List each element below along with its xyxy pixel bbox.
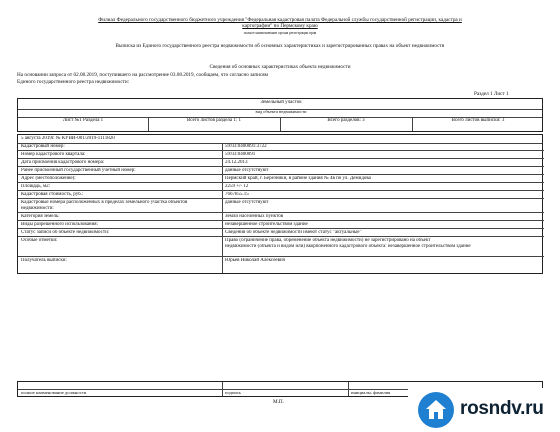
table-row — [18, 199, 544, 213]
field-value: данные отсутствуют — [225, 168, 269, 173]
sheet-number: Лист №1 Раздела 1 — [62, 118, 104, 123]
intro-line2: Единого государственного реестра недвижимости: — [17, 79, 130, 85]
table-row — [18, 229, 544, 237]
logo-text: rosndv.ru — [460, 398, 544, 419]
field-label: Площадь, м2: — [21, 184, 51, 189]
field-value: 59:03:0400091 — [225, 152, 256, 157]
data-table — [17, 134, 543, 274]
field-label: Категория земель: — [21, 214, 60, 219]
sections-total: Всего разделов: 3 — [327, 118, 365, 123]
field-value: данные отсутствуют — [225, 200, 269, 205]
table-row — [18, 151, 544, 159]
field-value: 2259 +/- 12 — [225, 184, 249, 189]
organization-caption: полное наименование органа регистрации прав — [243, 31, 317, 35]
field-label: Дата присвоения кадастрового номера: — [21, 160, 105, 165]
section-ref: Раздел 1 Лист 1 — [474, 91, 509, 97]
field-value: недвижимости (объекта и видом или) вкорпоненного кадастрового объекта: незавершенное строительством здание — [225, 244, 471, 249]
field-value: Земли населённых пунктов — [225, 214, 284, 219]
field-value: 7667855.15 — [225, 192, 249, 197]
field-value: незавершенное строительством здание — [225, 222, 308, 227]
table-row — [18, 175, 544, 183]
field-label: Номер кадастрового квартала: — [21, 152, 86, 157]
position-caption: полное наименование должности — [21, 390, 87, 395]
field-label: Кадастровые номера расположенных в пределах земельного участка объектов недвижимости: — [21, 200, 188, 211]
field-label: Адрес (местоположение): — [21, 176, 76, 181]
initials-caption: инициалы, фамилия — [351, 390, 391, 395]
table-row — [18, 191, 544, 199]
stamp-mark: М.П. — [273, 399, 284, 405]
table-row — [18, 159, 544, 167]
sheets-in-section: Всего листов раздела 1: 1 — [186, 118, 242, 123]
organization-name-line2: картографии" по Пермскому краю — [242, 23, 318, 29]
sheets-total: Всего листов выписки: 3 — [451, 118, 505, 123]
table-row — [18, 213, 544, 221]
table-row — [18, 143, 544, 151]
extract-subtitle: Сведения об основных характеристиках объекта недвижимости — [209, 64, 351, 70]
table-row-recipient — [18, 257, 544, 265]
field-value: 24.12.2013 — [225, 160, 248, 165]
field-label: Кадастровая стоимость, руб.: — [21, 192, 84, 197]
table-row — [18, 167, 544, 175]
table-row — [18, 183, 544, 191]
field-label: Статус записи об объекте недвижимости: — [21, 230, 110, 235]
field-value: 59:03:0400091:3722 — [225, 144, 267, 149]
organization-name-line1: Филиал Федерального государственного бюджетного учреждения "Федеральная кадастровая палата Федеральной службы государственной регистрации, кадастра и — [98, 17, 462, 23]
rosndv-logo — [408, 388, 560, 432]
intro-line1: На основании запроса от 02.08.2019, поступившего на рассмотрение 03.08.2019, сообщаем, что согласно записям — [17, 72, 268, 78]
field-value: Право (ограничение права, обременение объекта недвижимости) не зарегистрировано на объект — [225, 238, 431, 243]
table-row-special — [18, 237, 544, 257]
table-row — [18, 221, 544, 229]
field-label: Особые отметки: — [21, 238, 58, 243]
field-label: Получатель выписки: — [21, 258, 67, 263]
field-label: Кадастровый номер: — [21, 144, 65, 149]
record-number: 5 августа 2019г. № КУВИ-001/2019-1111820 — [21, 136, 115, 141]
object-type: Земельный участок — [260, 100, 302, 105]
field-label: Ранее присвоенный государственный учетный номер: — [21, 168, 136, 173]
field-value: Юрьев Николай Алексеевич — [225, 258, 286, 263]
field-value: Пермский край, г. Березники, в районе здания № 4в по ул. Демидова — [225, 176, 371, 181]
signature-caption: подпись — [225, 390, 242, 395]
object-type-caption: вид объекта недвижимости — [255, 109, 307, 114]
house-icon — [418, 392, 454, 428]
object-header-box — [17, 98, 543, 132]
field-value: Сведения об объекте недвижимости имеют статус "актуальные" — [225, 230, 362, 235]
extract-title: Выписка из Единого государственного реестра недвижимости об основных характеристиках и зарегистрированных правах на объект недвижимости — [115, 43, 445, 49]
field-label: Виды разрешенного использования: — [21, 222, 98, 227]
